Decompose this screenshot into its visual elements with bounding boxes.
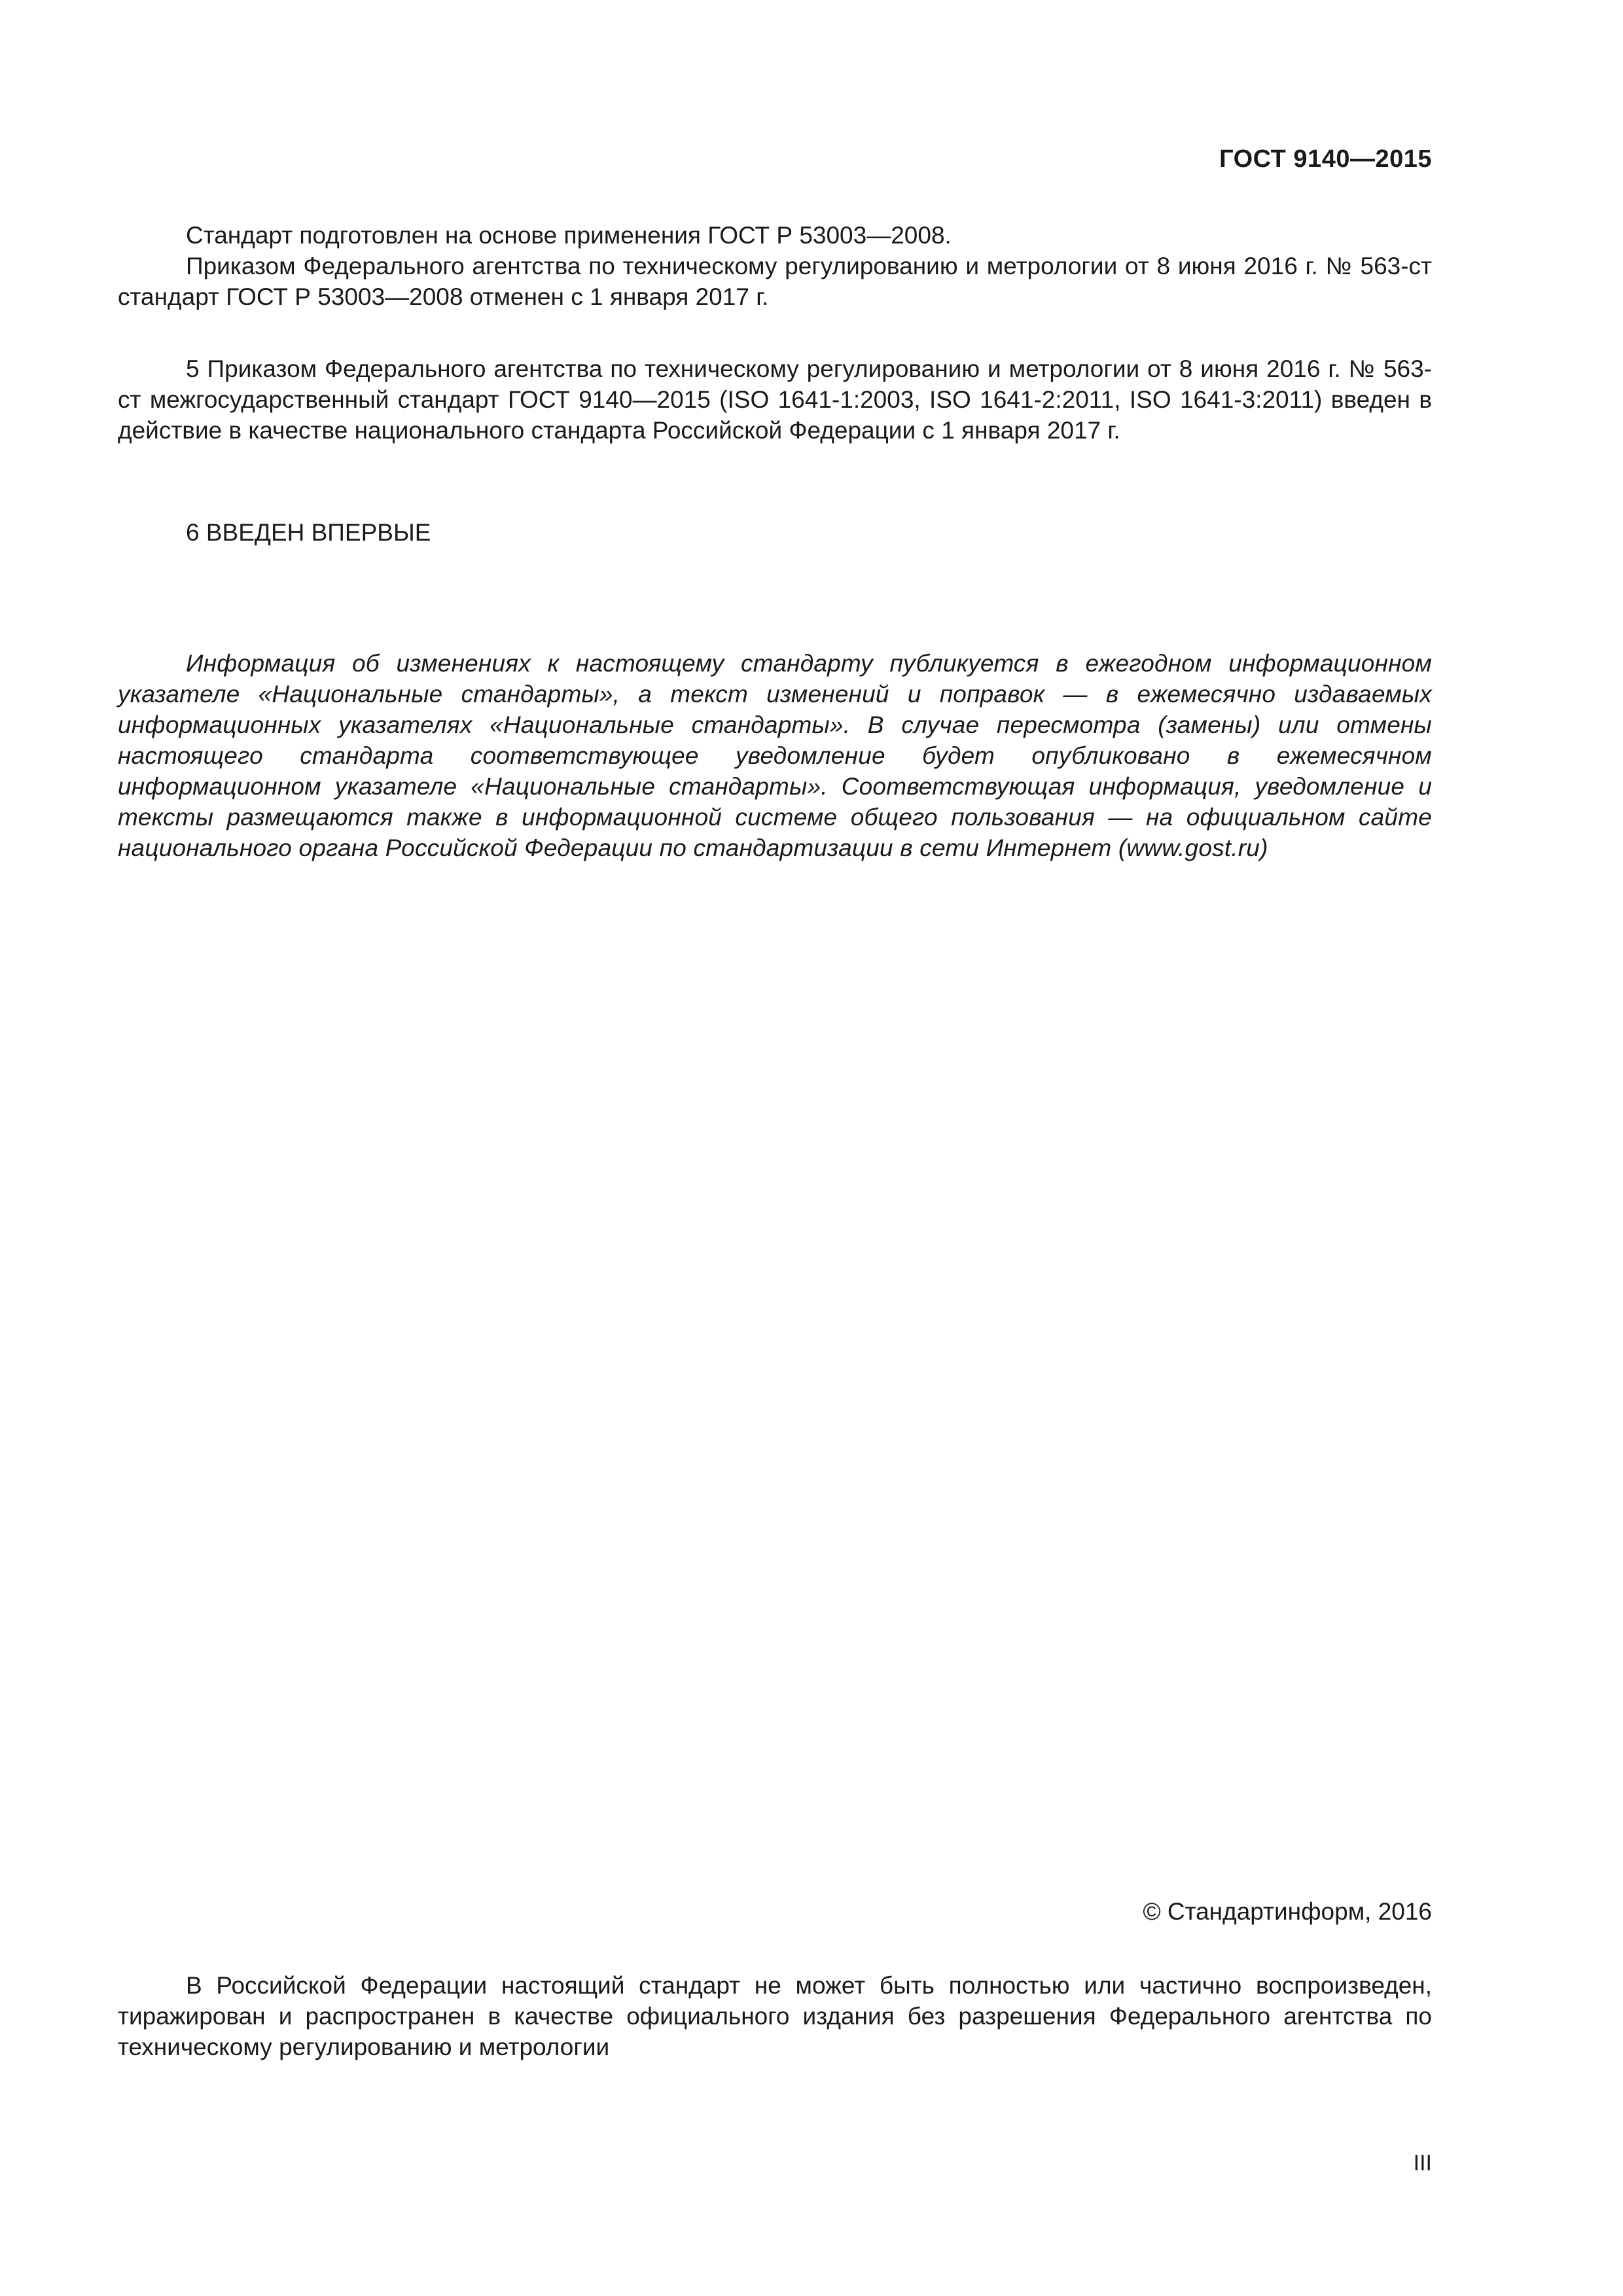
document-code: ГОСТ 9140—2015 bbox=[1219, 145, 1432, 173]
item-5-section bbox=[118, 353, 1432, 446]
item-6-section bbox=[118, 517, 1432, 548]
preparation-basis-paragraph: Стандарт подготовлен на основе применения ГОСТ Р 53003—2008. bbox=[186, 222, 952, 249]
rights-paragraph: В Российской Федерации настоящий стандарт не может быть полностью или частично воспроизведен, тиражирован и распространен в качестве официального издания без разрешения Федерального агентства по техническому регулированию и метрологии bbox=[118, 1972, 1432, 2060]
changes-info-section bbox=[118, 648, 1432, 863]
changes-info-paragraph: Информация об изменениях к настоящему стандарту публикуется в ежегодном информационном указателе «Национальные стандарты», а текст изменений и поправок — в ежемесячно издаваемых информационных указателях «Национальные стандарты». В случае пересмотра (замены) или отмены настоящего стандарта соответствующее уведомление будет опубликовано в ежемесячном информационном указателе «Национальные стандарты». Соответствующая информация, уведомление и тексты размещаются также в информационной системе общего пользования — на официальном сайте национального органа Российской Федерации по стандартизации в сети Интернет (www.gost.ru) bbox=[118, 650, 1432, 861]
page-number: III bbox=[1413, 2151, 1432, 2176]
cancellation-order-paragraph: Приказом Федерального агентства по техническому регулированию и метрологии от 8 июня 2016 г. № 563-ст стандарт ГОСТ Р 53003—2008 отменен с 1 января 2017 г. bbox=[118, 253, 1432, 310]
item-5-paragraph: 5 Приказом Федерального агентства по техническому регулированию и метрологии от 8 июня 2016 г. № 563-ст межгосударственный стандарт ГОСТ 9140—2015 (ISO 1641-1:2003, ISO 1641-2:2011, ISO 1641-3:2011) введен в действие в качестве национального стандарта Российской Федерации с 1 января 2017 г. bbox=[118, 355, 1432, 444]
preparation-section bbox=[118, 220, 1432, 312]
rights-section bbox=[118, 1970, 1432, 2062]
item-6-paragraph: 6 ВВЕДЕН ВПЕРВЫЕ bbox=[186, 519, 431, 546]
copyright-notice: © Стандартинформ, 2016 bbox=[1143, 1898, 1432, 1925]
